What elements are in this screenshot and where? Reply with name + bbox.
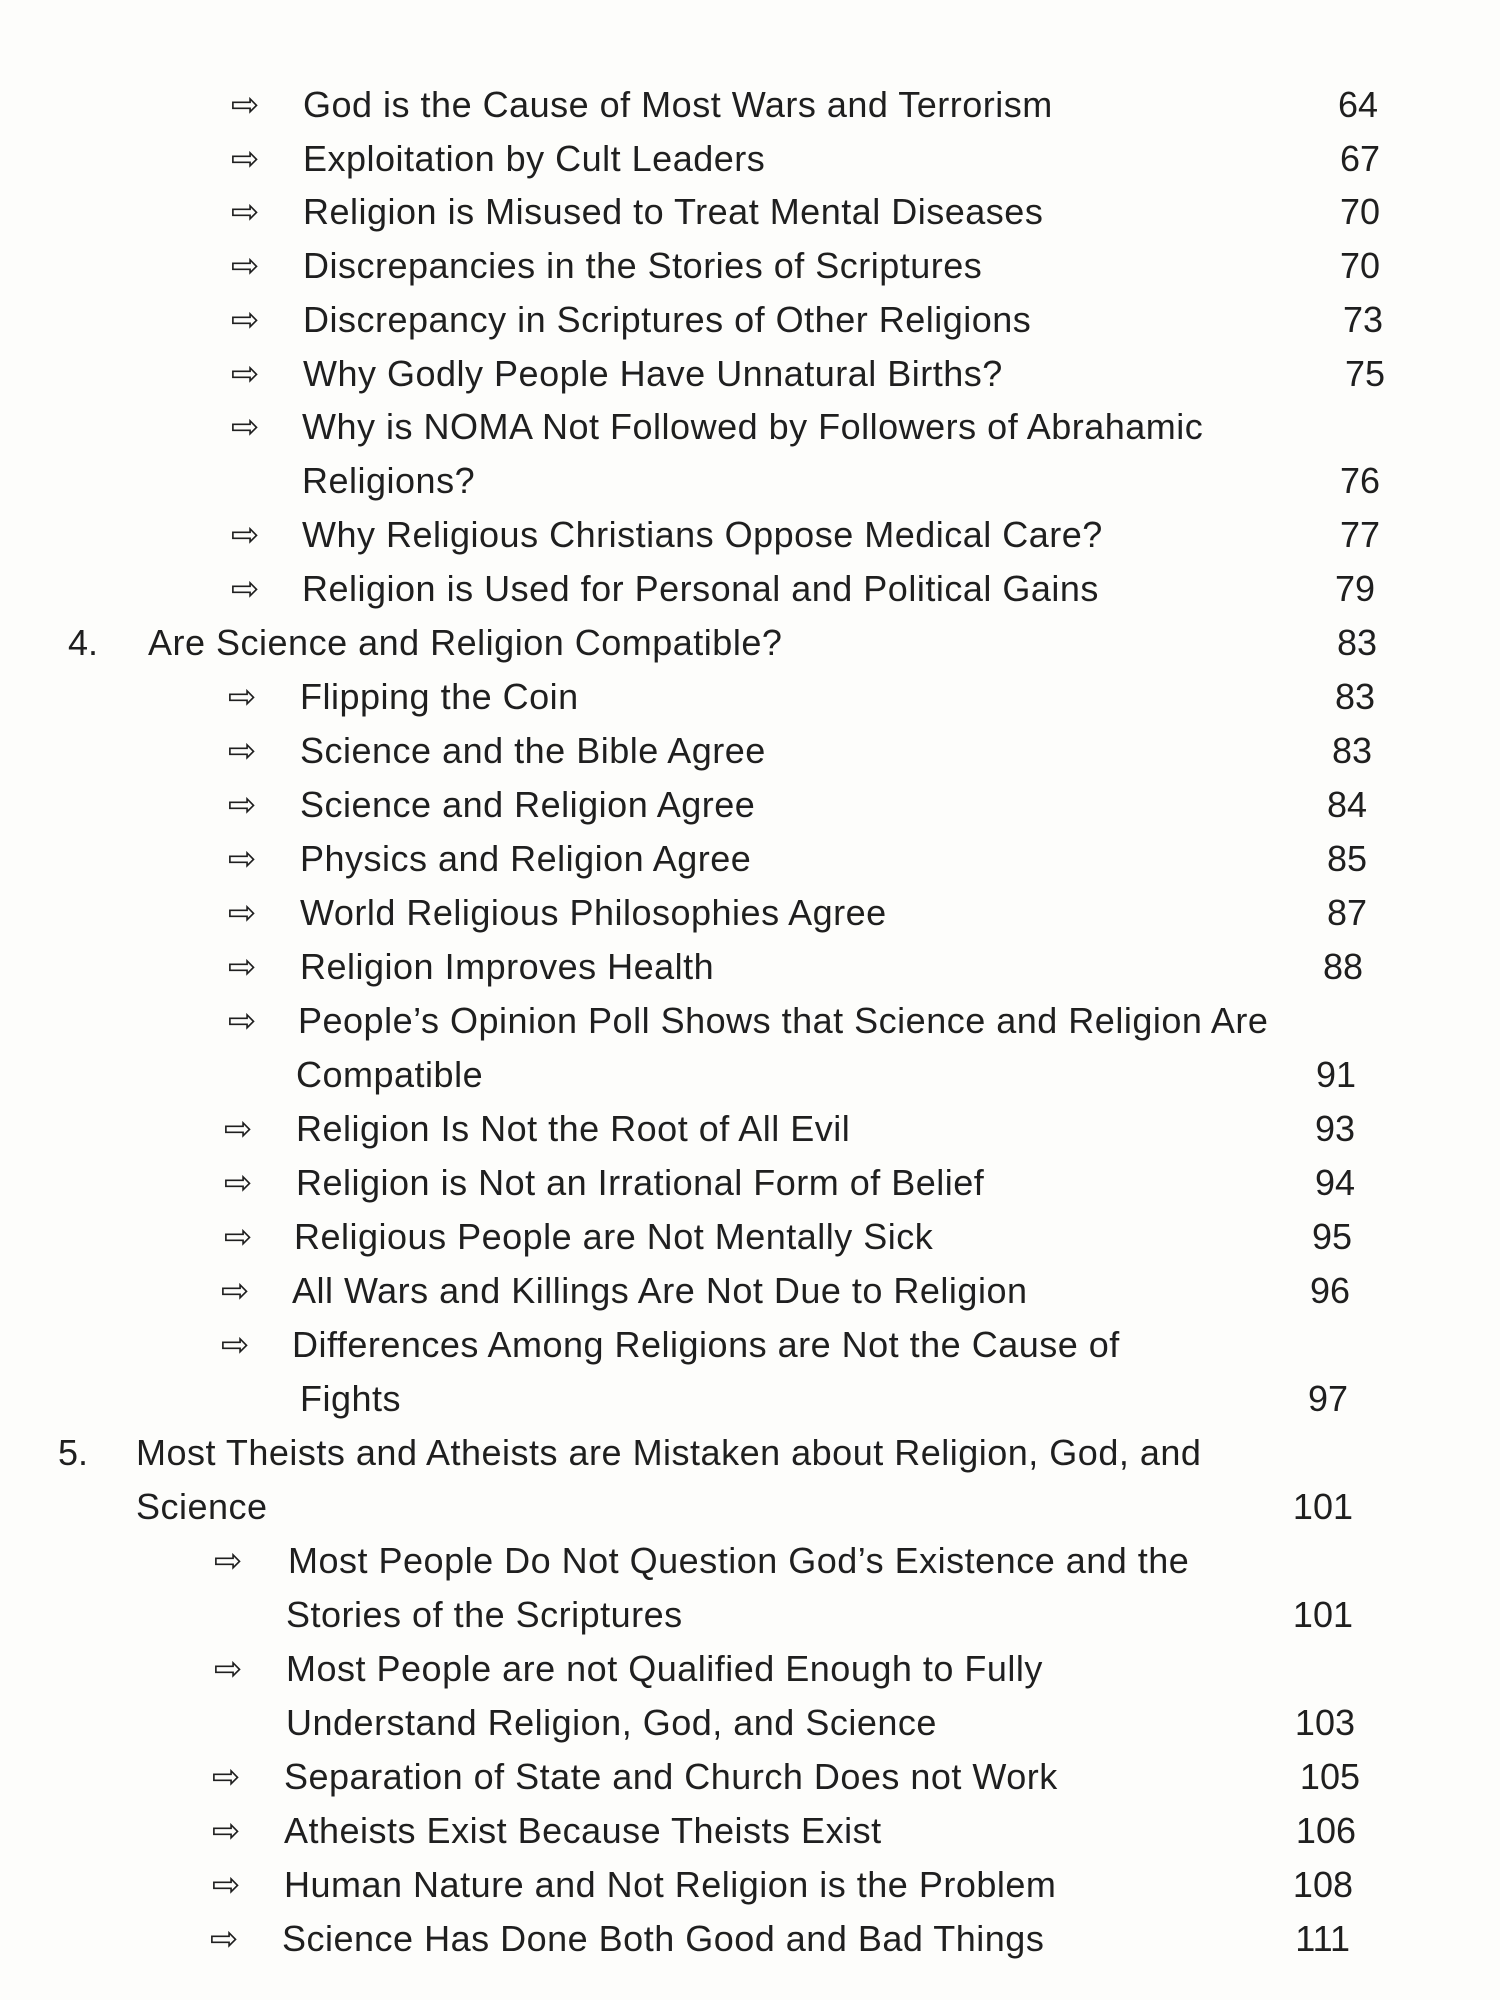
arrow-icon: ⇨	[211, 1866, 241, 1904]
arrow-icon: ⇨	[211, 1758, 241, 1796]
arrow-icon: ⇨	[227, 948, 257, 986]
toc-entry-title: People’s Opinion Poll Shows that Science and Religion Are	[298, 1000, 1269, 1041]
toc-page-number: 101	[1292, 1594, 1353, 1635]
arrow-icon: ⇨	[230, 193, 260, 231]
toc-entry-title: Science Has Done Both Good and Bad Things	[282, 1918, 1045, 1959]
toc-page-number: 103	[1294, 1702, 1355, 1743]
toc-entry-title: Religion is Misused to Treat Mental Diseases	[303, 191, 1044, 232]
arrow-icon: ⇨	[220, 1326, 250, 1364]
toc-entry-title: Why Godly People Have Unnatural Births?	[303, 353, 1003, 394]
toc-entry-title: Discrepancies in the Stories of Scriptures	[303, 245, 983, 286]
toc-page-number: 96	[1309, 1270, 1350, 1311]
toc-page-number: 70	[1339, 191, 1380, 232]
toc-entry-title: Separation of State and Church Does not Work	[284, 1756, 1058, 1797]
toc-page-number: 83	[1331, 730, 1372, 771]
toc-entry-title-continued: Understand Religion, God, and Science	[286, 1702, 937, 1743]
arrow-icon: ⇨	[209, 1920, 239, 1958]
toc-entry-title: Religion is Used for Personal and Political Gains	[302, 568, 1099, 609]
arrow-icon: ⇨	[213, 1542, 243, 1580]
chapter-title: Are Science and Religion Compatible?	[148, 622, 783, 663]
toc-entry-title: Flipping the Coin	[300, 676, 579, 717]
arrow-icon: ⇨	[230, 355, 260, 393]
toc-page-number: 105	[1299, 1756, 1360, 1797]
toc-page-number: 83	[1336, 622, 1377, 663]
toc-entry-title: Physics and Religion Agree	[300, 838, 752, 879]
toc-entry-title: Why is NOMA Not Followed by Followers of Abrahamic	[302, 406, 1204, 447]
arrow-icon: ⇨	[213, 1650, 243, 1688]
toc-entry-title-continued: Religions?	[302, 460, 476, 501]
toc-entry-title-continued: Compatible	[296, 1054, 484, 1095]
toc-entry-title: Religion Is Not the Root of All Evil	[296, 1108, 851, 1149]
toc-page-number: 106	[1295, 1810, 1356, 1851]
toc-page-number: 85	[1326, 838, 1367, 879]
toc-entry-title: Most People are not Qualified Enough to Fully	[286, 1648, 1043, 1689]
toc-entry-title-continued: Stories of the Scriptures	[286, 1594, 683, 1635]
toc-page-number: 88	[1322, 946, 1363, 987]
toc-page-number: 95	[1311, 1216, 1352, 1257]
arrow-icon: ⇨	[230, 247, 260, 285]
toc-entry-title: Discrepancy in Scriptures of Other Religions	[303, 299, 1032, 340]
toc-entry-title: Human Nature and Not Religion is the Problem	[284, 1864, 1057, 1905]
toc-page-number: 73	[1342, 299, 1383, 340]
arrow-icon: ⇨	[220, 1272, 250, 1310]
arrow-icon: ⇨	[230, 301, 260, 339]
toc-page-number: 87	[1326, 892, 1367, 933]
arrow-icon: ⇨	[227, 732, 257, 770]
toc-entry-title: Why Religious Christians Oppose Medical Care?	[302, 514, 1103, 555]
toc-entry-title: All Wars and Killings Are Not Due to Religion	[292, 1270, 1028, 1311]
arrow-icon: ⇨	[230, 570, 260, 608]
toc-entry-title: Religion Improves Health	[300, 946, 715, 987]
arrow-icon: ⇨	[211, 1812, 241, 1850]
arrow-icon: ⇨	[230, 140, 260, 178]
chapter-number: 5.	[58, 1432, 89, 1473]
chapter-title: Most Theists and Atheists are Mistaken about Religion, God, and	[136, 1432, 1202, 1473]
toc-entry-title: Science and the Bible Agree	[300, 730, 766, 771]
arrow-icon: ⇨	[227, 840, 257, 878]
toc-entry-title: Religious People are Not Mentally Sick	[294, 1216, 934, 1257]
toc-entry-title: Religion is Not an Irrational Form of Belief	[296, 1162, 985, 1203]
chapter-title-continued: Science	[136, 1486, 268, 1527]
toc-page-number: 108	[1292, 1864, 1353, 1905]
toc-page-number: 84	[1326, 784, 1367, 825]
toc-entry-title-continued: Fights	[300, 1378, 402, 1419]
arrow-icon: ⇨	[227, 894, 257, 932]
arrow-icon: ⇨	[230, 408, 260, 446]
arrow-icon: ⇨	[227, 678, 257, 716]
toc-page-number: 79	[1334, 568, 1375, 609]
chapter-number: 4.	[68, 622, 99, 663]
toc-page-number: 83	[1334, 676, 1375, 717]
toc-entry-title: Atheists Exist Because Theists Exist	[284, 1810, 882, 1851]
toc-page-number: 67	[1339, 138, 1380, 179]
toc-entry-title: Exploitation by Cult Leaders	[303, 138, 766, 179]
arrow-icon: ⇨	[230, 516, 260, 554]
arrow-icon: ⇨	[223, 1164, 253, 1202]
toc-page-number: 64	[1337, 84, 1378, 125]
arrow-icon: ⇨	[230, 86, 260, 124]
toc-page-number: 75	[1344, 353, 1385, 394]
toc-page-number: 97	[1307, 1378, 1348, 1419]
toc-entry-title: Differences Among Religions are Not the Cause of	[292, 1324, 1120, 1365]
toc-page-number: 70	[1339, 245, 1380, 286]
toc-page-number: 76	[1339, 460, 1380, 501]
toc-page-number: 94	[1314, 1162, 1355, 1203]
toc-entry-title: God is the Cause of Most Wars and Terrorism	[303, 84, 1053, 125]
arrow-icon: ⇨	[223, 1110, 253, 1148]
toc-page-number: 101	[1292, 1486, 1353, 1527]
toc-entry-title: Science and Religion Agree	[300, 784, 756, 825]
toc-page-number: 111	[1295, 1918, 1350, 1959]
toc-entry-title: World Religious Philosophies Agree	[300, 892, 887, 933]
arrow-icon: ⇨	[227, 1002, 257, 1040]
toc-page-number: 93	[1314, 1108, 1355, 1149]
toc-page-number: 77	[1339, 514, 1380, 555]
arrow-icon: ⇨	[227, 786, 257, 824]
toc-page-number: 91	[1315, 1054, 1356, 1095]
toc-entry-title: Most People Do Not Question God’s Existence and the	[288, 1540, 1190, 1581]
arrow-icon: ⇨	[223, 1218, 253, 1256]
